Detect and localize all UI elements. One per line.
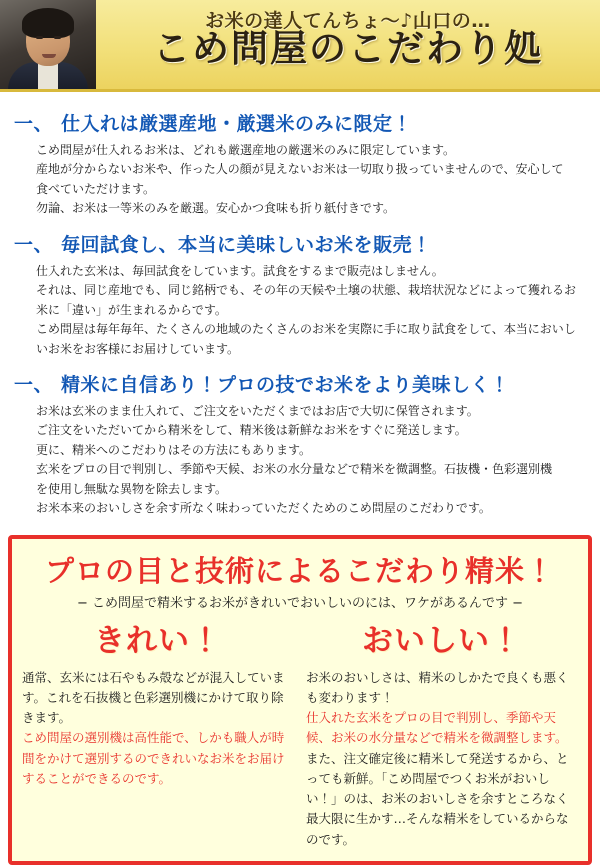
promo-box	[8, 535, 592, 865]
section-1-heading	[14, 109, 586, 136]
section-3-line-5: を使用し無駄な異物を除去します。	[36, 481, 228, 496]
section-1	[0, 109, 600, 221]
section-1-line-2: 産地が分からないお米や、作った人の顔が見えないお米は一切取り扱っていませんので、安心して	[36, 162, 564, 177]
promo-columns	[22, 615, 578, 850]
section-2-line-1: 仕入れた玄米は、毎回試食をしています。試食をするまで販売はしません。	[36, 263, 444, 278]
section-2-line-4: こめ問屋は毎年毎年、たくさんの地域のたくさんのお米を実際に手に取り試食をして、本当においし	[36, 322, 576, 337]
photo-mouth	[42, 54, 56, 58]
section-3-line-4: 玄米をプロの目で判別し、季節や天候、お米の水分量などで精米を微調整。石抜機・色彩選別機	[36, 462, 553, 477]
promo-column-tasty	[306, 615, 578, 850]
promo-title: プロの目と技術によるこだわり精米！	[44, 553, 555, 588]
section-2-heading	[14, 230, 586, 257]
section-1-body	[14, 141, 586, 219]
promo-column-clean-body	[22, 668, 294, 790]
page-header	[0, 0, 600, 92]
page-title: こめ問屋のこだわり処	[153, 27, 543, 70]
header-lead-text: お米の達人てんちょ〜♪山口の…	[205, 10, 491, 32]
header-text-block	[96, 0, 600, 92]
section-3-line-1: お米は玄米のまま仕入れて、ご注文をいただくまではお店で大切に保管されます。	[36, 403, 479, 418]
section-3-line-2: ご注文をいただいてから精米をして、精米後は新鮮なお米をすぐに発送します。	[36, 423, 467, 438]
promo-column-tasty-heading: おいしい！	[362, 622, 522, 659]
section-3-heading-text: 精米に自信あり！プロの技でお米をより美味しく！	[61, 373, 510, 396]
section-1-line-1: こめ問屋が仕入れるお米は、どれも厳選産地の厳選米のみに限定しています。	[36, 143, 456, 157]
section-2-line-2: それは、同じ産地でも、同じ銘柄でも、その年の天候や土壌の状態、栽培状況などによって獲れるお	[36, 283, 577, 298]
promo-clean-block-1: 通常、玄米には石やもみ殻などが混入しています。これを石抜機と色彩選別機にかけて取り除きます。	[22, 669, 285, 726]
promo-clean-block-2: こめ問屋の選別機は高性能で、しかも職人が時間をかけて選別するのできれいなお米をお届けすることができるのです。	[22, 730, 285, 786]
section-3-line-6: お米本来のおいしさを余す所なく味わっていただくためのこめ問屋のこだわりです。	[36, 501, 491, 516]
promo-column-clean	[22, 615, 294, 850]
section-2-number: 一、	[14, 233, 54, 256]
section-3-number: 一、	[14, 373, 54, 396]
promo-tasty-block-3: また、注文確定後に精米して発送するから、とっても新鮮。「こめ問屋でつくお米がおいしい！」のは、お米のおいしさを余すところなく最大限に生かす…そんな精米をしているからなのです。	[306, 750, 569, 847]
section-3-heading	[14, 370, 586, 397]
promo-tasty-block-1: お米のおいしさは、精米のしかたで良くも悪くも変わります！	[306, 669, 569, 705]
section-3-body	[14, 402, 586, 519]
section-2-line-5: いお米をお客様にお届けしています。	[36, 341, 240, 356]
sections-container	[0, 92, 600, 521]
photo-eye-left	[36, 36, 43, 39]
promo-column-tasty-body	[306, 668, 578, 850]
section-2	[0, 230, 600, 361]
section-2-body	[14, 262, 586, 359]
section-1-heading-text: 仕入れは厳選産地・厳選米のみに限定！	[61, 113, 413, 135]
photo-hair	[22, 8, 74, 38]
section-2-line-3: 米に「違い」が生まれるからです。	[36, 302, 227, 317]
promo-column-clean-heading: きれい！	[94, 622, 222, 659]
shop-owner-photo	[0, 0, 96, 92]
section-1-line-4: 勿論、お米は一等米のみを厳選。安心かつ食味も折り紙付きです。	[36, 201, 396, 216]
promo-tasty-block-2: 仕入れた玄米をプロの目で判別し、季節や天候、お米の水分量などで精米を微調整します。	[306, 710, 568, 746]
section-1-number: 一、	[14, 113, 54, 135]
section-3	[0, 370, 600, 521]
section-3-line-3: 更に、精米へのこだわりはその方法にもあります。	[36, 442, 312, 457]
photo-eye-right	[54, 36, 61, 39]
photo-shirt	[38, 64, 58, 92]
section-2-heading-text: 毎回試食し、本当に美味しいお米を販売！	[61, 233, 432, 256]
promo-subtitle: − こめ問屋で精米するお米がきれいでおいしいのには、ワケがあるんです −	[76, 595, 524, 611]
section-1-line-3: 食べていただけます。	[36, 181, 156, 196]
